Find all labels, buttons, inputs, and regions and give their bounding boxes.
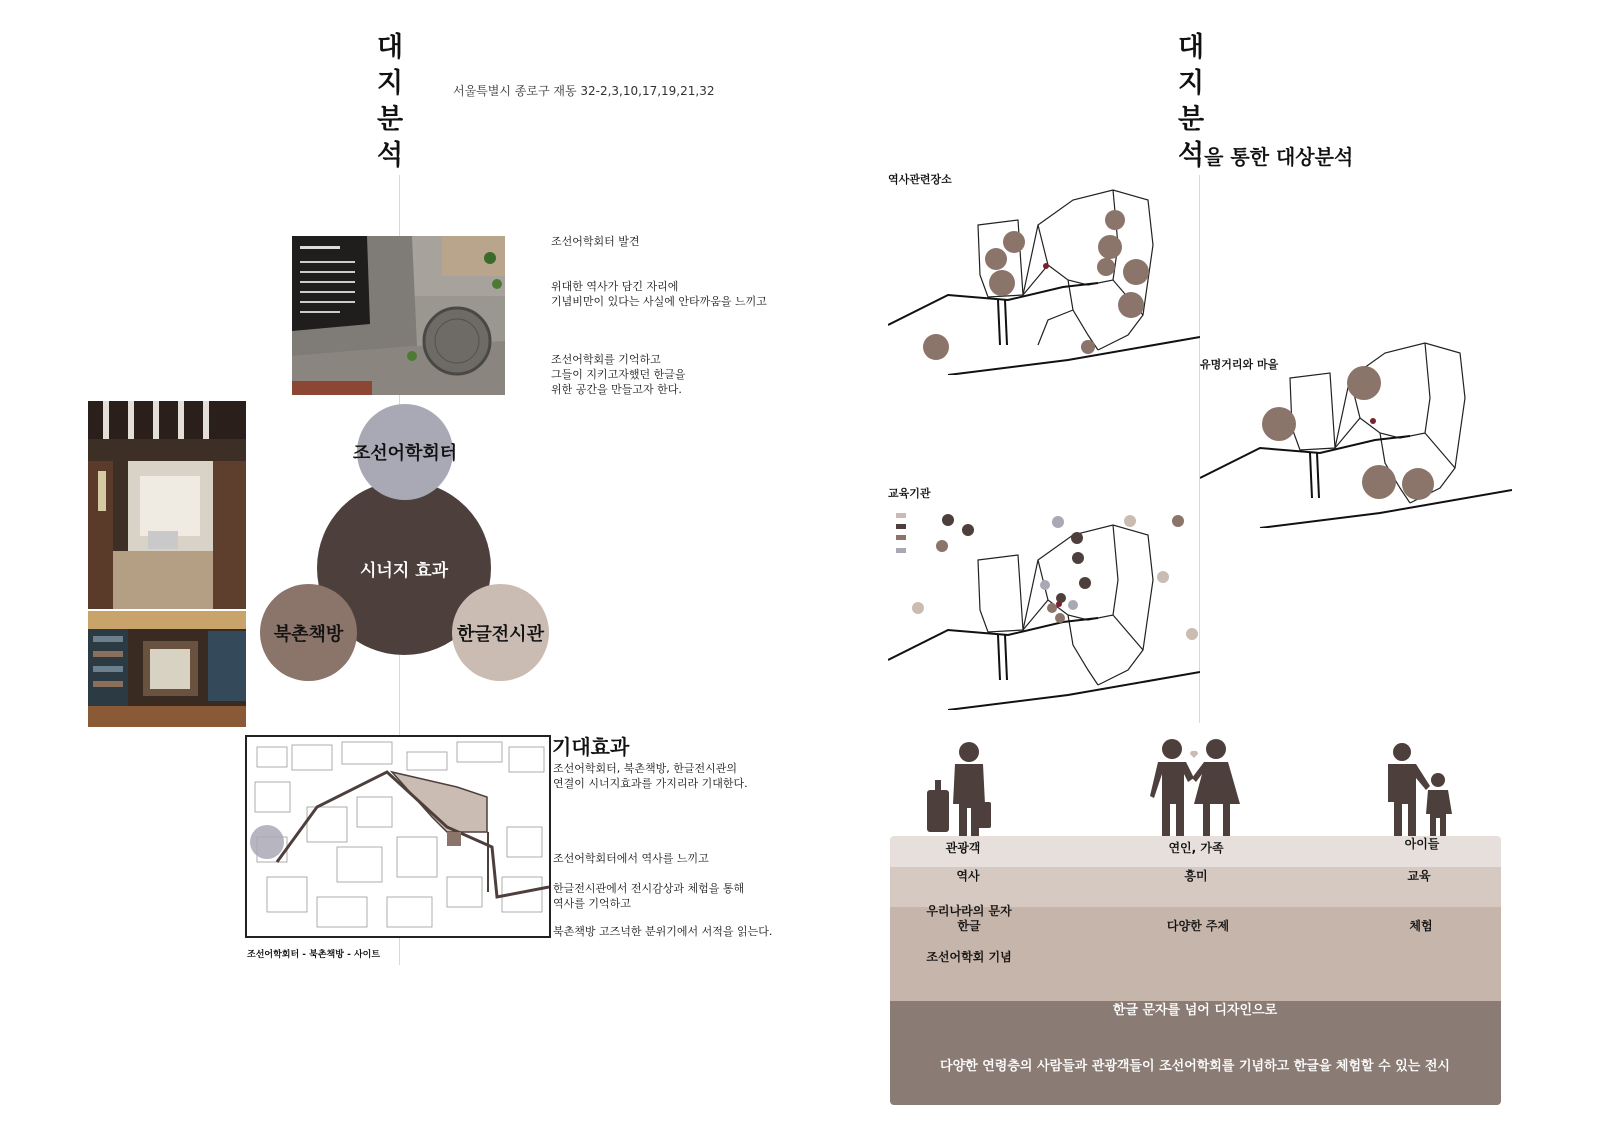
row3-tourist: 조선어학회 기념: [926, 950, 1012, 964]
expect-line: 연결이 시너지효과를 가지리라 기대한다.: [553, 777, 748, 790]
finding-line: 위대한 역사가 담긴 자리에: [551, 280, 679, 293]
finding-line: 그들이 지키고자했던 한글을: [551, 368, 686, 381]
row2-line: 한글: [957, 919, 981, 933]
streets-map: [1200, 338, 1512, 528]
expect-text-3: [553, 881, 744, 911]
monument-photo: [292, 236, 505, 395]
expect-title: 기대효과: [552, 735, 630, 759]
row2-line: 우리나라의 문자: [926, 904, 1012, 918]
synergy-right-label: 한글전시관: [457, 623, 544, 645]
synergy-left-circle: [260, 584, 357, 681]
synergy-top-label: 조선어학회터: [352, 443, 458, 464]
footer-line-2: 다양한 연령층의 사람들과 관광객들이 조선어학회를 기념하고 한글을 체험할 수 있는 전시: [940, 1059, 1450, 1074]
row2-children: 체험: [1409, 919, 1433, 933]
title-char: 분: [1178, 104, 1205, 135]
site-map: [245, 735, 551, 938]
title-char: 분: [377, 104, 404, 135]
expect-text-2: 조선어학회터에서 역사를 느끼고: [553, 852, 709, 865]
finding-text: [551, 279, 767, 309]
row2-couple: 다양한 주제: [1166, 919, 1230, 933]
parent-child-icon: [1382, 742, 1454, 836]
address: 서울특별시 종로구 재동 32-2,3,10,17,19,21,32: [453, 84, 715, 98]
title-char: 석: [1178, 140, 1205, 171]
group-couple: 연인, 가족: [1168, 841, 1224, 855]
row2-tourist: [926, 904, 1011, 934]
bookstore-photo-2: [88, 611, 246, 727]
finding-text-2: [551, 352, 686, 397]
expect-text-1: [553, 761, 748, 791]
map2-label: 유명거리와 마을: [1200, 358, 1279, 371]
left-title: [377, 30, 403, 174]
group-tourist: 관광객: [945, 841, 981, 855]
expect-line: 역사를 기억하고: [553, 897, 631, 910]
title-char: 지: [377, 68, 404, 99]
synergy-right-circle: [452, 584, 549, 681]
title-suffix: 을 통한 대상분석: [1204, 145, 1354, 169]
history-map: [888, 185, 1200, 375]
footer-line-1: 한글 문자를 넘어 디자인으로: [1112, 1003, 1278, 1018]
expect-line: 한글전시관에서 전시감상과 체험을 통해: [553, 882, 745, 895]
map3-label: 교육기관: [888, 487, 931, 500]
right-title: [1178, 30, 1353, 175]
title-last-line: [1178, 138, 1353, 175]
finding-line: 조선어학회를 기억하고: [551, 353, 661, 366]
expect-text-4: 북촌책방 고즈넉한 분위기에서 서적을 읽는다.: [553, 925, 773, 938]
title-char: 대: [377, 32, 404, 63]
map1-label: 역사관련장소: [888, 173, 952, 186]
row1-tourist: 역사: [956, 869, 980, 883]
education-map: [888, 510, 1200, 710]
bookstore-photo-1: [88, 401, 246, 609]
synergy-top-circle: [352, 404, 458, 500]
row1-children: 교육: [1407, 869, 1431, 883]
tourist-icon: [925, 740, 995, 836]
title-char: 지: [1178, 68, 1205, 99]
group-children: 아이들: [1404, 837, 1440, 851]
finding-line: 기념비만이 있다는 사실에 안타까움을 느끼고: [551, 295, 767, 308]
title-char: 대: [1178, 32, 1205, 63]
finding-heading: 조선어학회터 발견: [551, 235, 640, 248]
synergy-center-circle: 시너지 효과: [317, 481, 491, 655]
site-caption: 조선어학회터 - 북촌책방 - 사이트: [247, 950, 381, 960]
expect-line: 조선어학회터, 북촌책방, 한글전시관의: [553, 762, 738, 775]
synergy-left-label: 북촌책방: [273, 623, 344, 645]
row1-couple: 흥미: [1184, 869, 1208, 883]
finding-line: 위한 공간을 만들고자 한다.: [551, 383, 682, 396]
couple-icon: [1150, 738, 1242, 836]
title-char: 석: [377, 140, 404, 171]
